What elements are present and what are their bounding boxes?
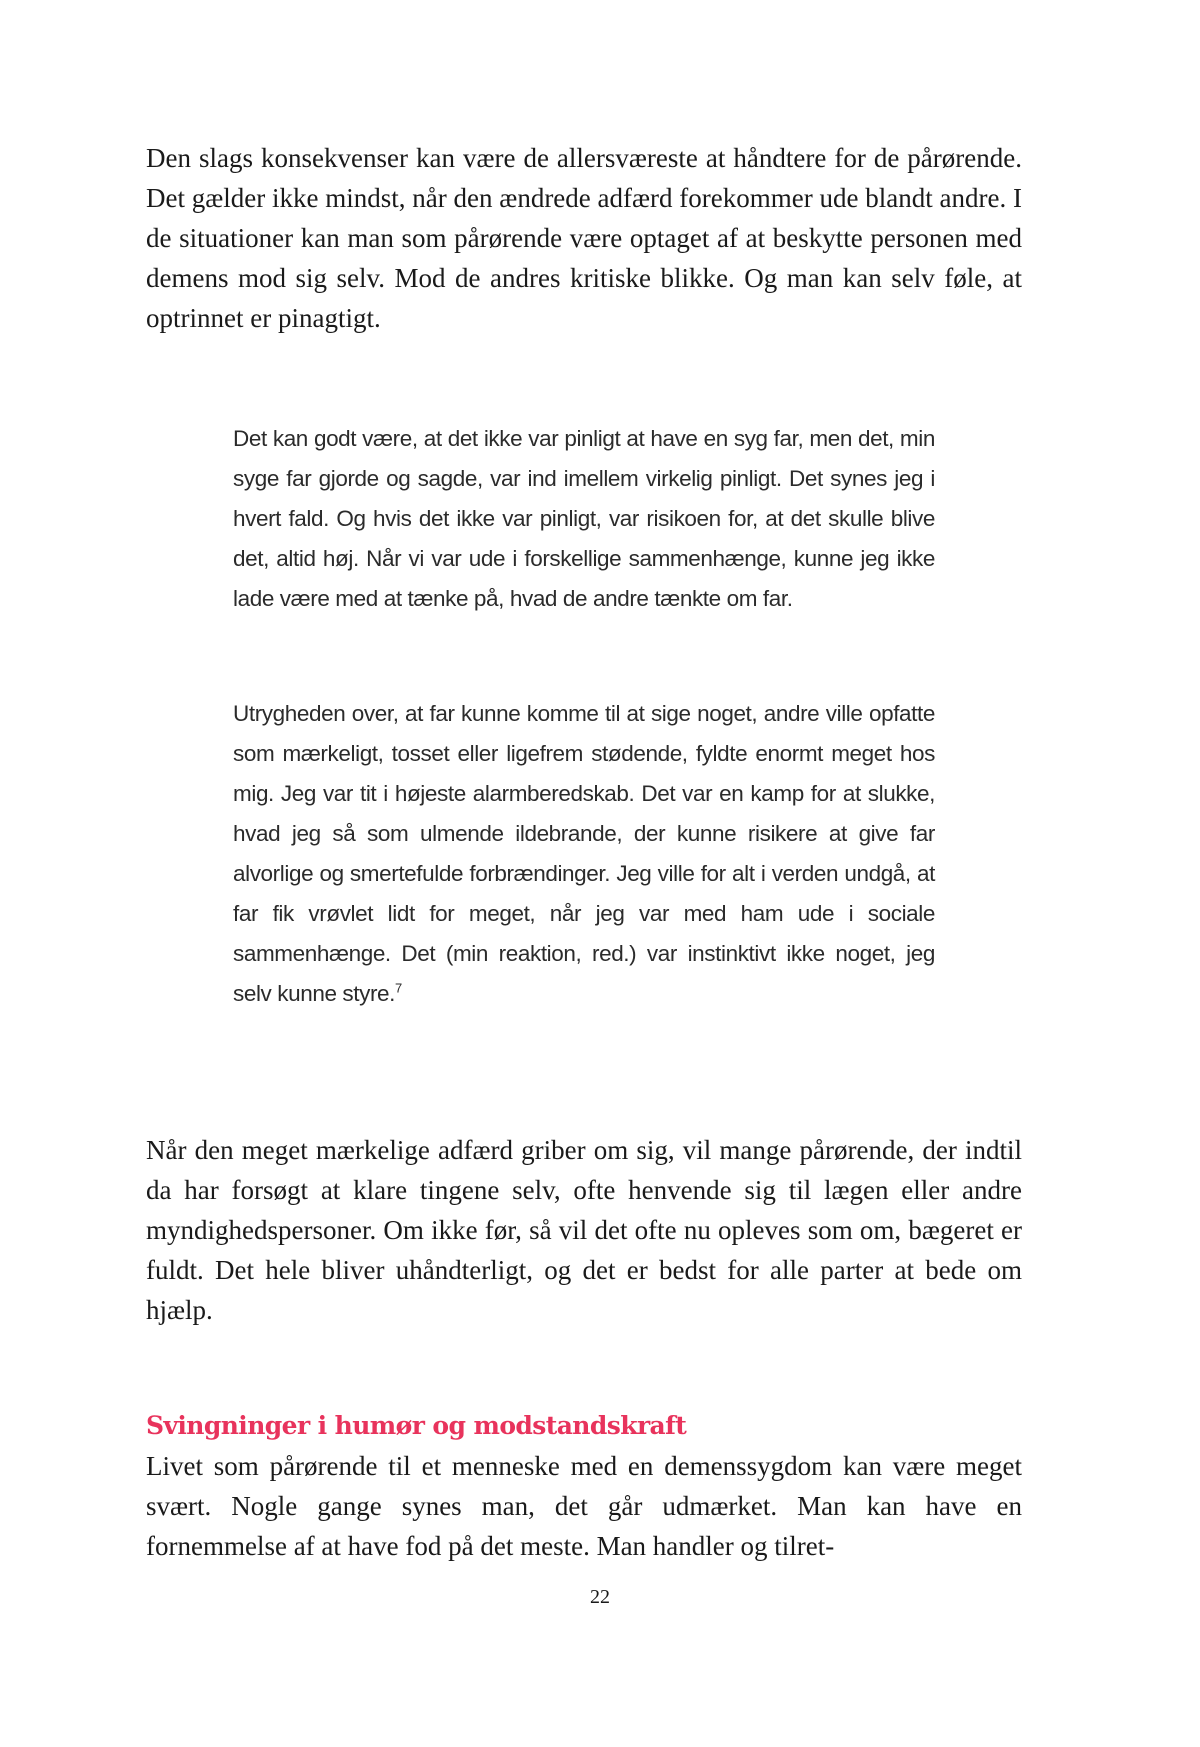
quote-paragraph-insecurity-text: Utrygheden over, at far kunne komme til at sige noget, andre ville opfatte som mærkeligt, tosset eller ligefrem stødende, fyldte enormt meget hos mig. Jeg var tit i højeste alarmberedskab. Det var en kamp for at slukke, hvad jeg så som ulmende ildebrande, der kunne risikere at give far alvorlige og smertefulde forbrændinger. Jeg ville for alt i verden undgå, at far fik vrøvlet lidt for meget, når jeg var med ham ude i sociale sammenhænge. Det (min reaktion, red.) var instinktivt ikke noget, jeg selv kunne styre. xyxy=(233,701,935,1006)
body-paragraph-seeking-help: Når den meget mærkelige adfærd griber om sig, vil mange pårørende, der indtil da har forsøgt at klare tingene selv, ofte henvende sig til lægen eller andre myndighedspersoner. Om ikke før, så vil det ofte nu opleves som om, bægeret er fuldt. Det hele bliver uhåndterligt, og det er bedst for alle parter at bede om hjælp. xyxy=(146,1135,1022,1325)
quote-paragraph-insecurity xyxy=(233,694,935,1014)
page-number: 22 xyxy=(590,1586,610,1608)
section-heading: Svingninger i humør og modstandskraft xyxy=(146,1411,687,1440)
body-paragraph-consequences: Den slags konsekvenser kan være de allersværeste at håndtere for de pårørende. Det gælder ikke mindst, når den ændrede adfærd forekommer ude blandt andre. I de situationer kan man som pårørende være optaget af at beskytte personen med demens mod sig selv. Mod de andres kritiske blikke. Og man kan selv føle, at optrinnet er pinagtigt. xyxy=(146,143,1022,333)
footnote-reference: 7 xyxy=(395,980,402,996)
body-paragraph-life-as-relative: Livet som pårørende til et menneske med en demenssygdom kan være meget svært. Nogle gange synes man, det går udmærket. Man kan have en fornemmelse af at have fod på det meste. Man handler og tilret- xyxy=(146,1451,1022,1561)
quote-paragraph-embarrassment: Det kan godt være, at det ikke var pinligt at have en syg far, men det, min syge far gjorde og sagde, var ind imellem virkelig pinligt. Det synes jeg i hvert fald. Og hvis det ikke var pinligt, var risikoen for, at det skulle blive det, altid høj. Når vi var ude i forskellige sammenhænge, kunne jeg ikke lade være med at tænke på, hvad de andre tænkte om far. xyxy=(233,426,935,611)
